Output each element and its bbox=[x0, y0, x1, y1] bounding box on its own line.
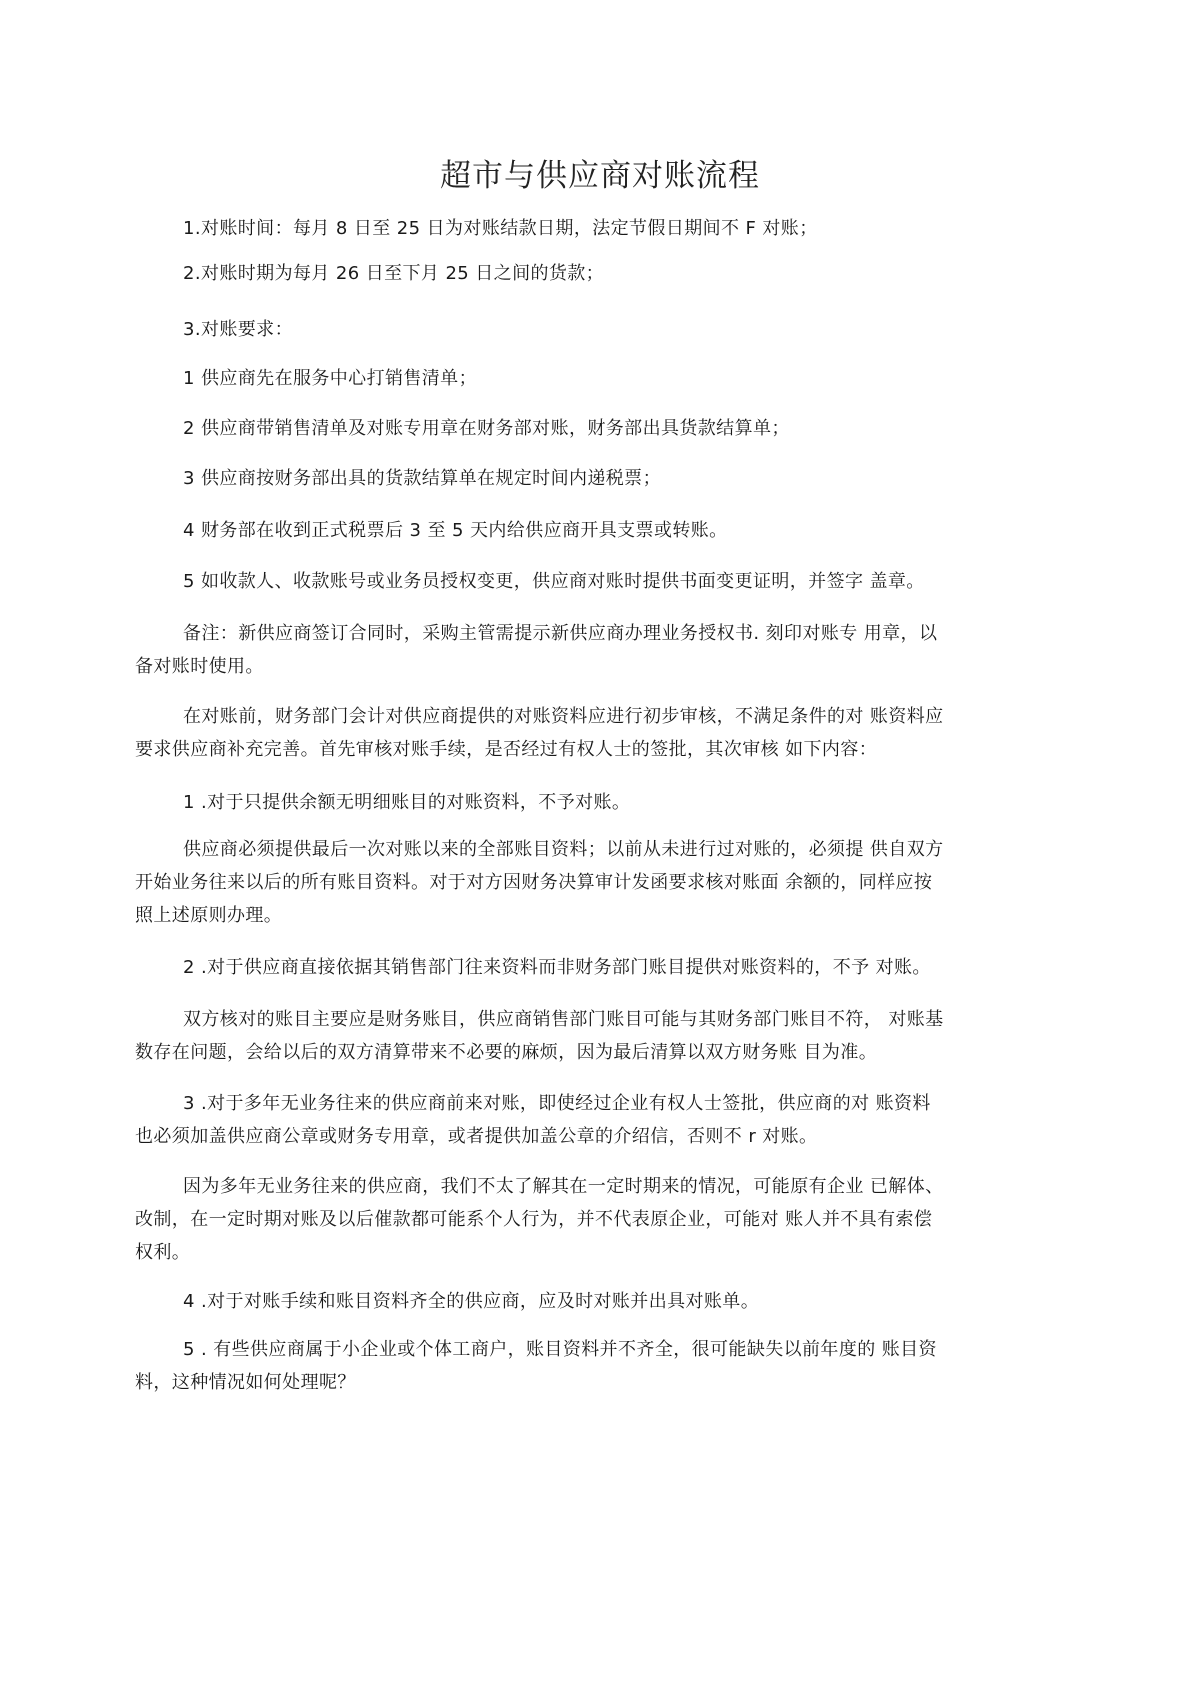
note-paragraph bbox=[135, 617, 1075, 683]
explanation-line-1: 双方核对的账目主要应是财务账目，供应商销售部门账目可能与其财务部门账目不符， 对账基 bbox=[183, 1009, 944, 1030]
schedule-item-3: 3.对账要求： bbox=[183, 319, 293, 340]
check-item-3-line-1: 3 .对于多年无业务往来的供应商前来对账，即使经过企业有权人士签批，供应商的对 账资料 bbox=[183, 1093, 931, 1114]
check-item-5 bbox=[135, 1333, 1075, 1399]
requirement-1: 1 供应商先在服务中心打销售清单； bbox=[183, 368, 477, 389]
check-item-3 bbox=[135, 1087, 1075, 1153]
requirement-3: 3 供应商按财务部出具的货款结算单在规定时间内递税票； bbox=[183, 468, 661, 489]
schedule-item-2: 2.对账时期为每月 26 日至下月 25 日之间的货款； bbox=[183, 263, 605, 284]
check-item-4: 4 .对于对账手续和账目资料齐全的供应商，应及时对账并出具对账单。 bbox=[183, 1291, 760, 1312]
intro-paragraph bbox=[135, 700, 1075, 766]
explanation-line-2: 开始业务往来以后的所有账目资料。对于对方因财务决算审计发函要求核对账面 余额的，同样应按 bbox=[135, 872, 933, 893]
page-title: 超市与供应商对账流程 bbox=[440, 158, 760, 194]
explanation-line-2: 改制，在一定时期对账及以后催款都可能系个人行为，并不代表原企业，可能对 账人并不具有索偿 bbox=[135, 1209, 933, 1230]
explanation-line-3: 权利。 bbox=[135, 1242, 191, 1263]
check-item-2: 2 .对于供应商直接依据其销售部门往来资料而非财务部门账目提供对账资料的，不予 对账。 bbox=[183, 957, 931, 978]
requirement-2: 2 供应商带销售清单及对账专用章在财务部对账，财务部出具货款结算单； bbox=[183, 418, 790, 439]
explanation-line-3: 照上述原则办理。 bbox=[135, 905, 283, 926]
requirement-5: 5 如收款人、收款账号或业务员授权变更，供应商对账时提供书面变更证明，并签字 盖章。 bbox=[183, 571, 925, 592]
schedule-item-1: 1.对账时间：每月 8 日至 25 日为对账结款日期，法定节假日期间不 F 对账； bbox=[183, 218, 818, 239]
note-line-2: 备对账时使用。 bbox=[135, 656, 264, 677]
check-item-3-line-2: 也必须加盖供应商公章或财务专用章，或者提供加盖公章的介绍信，否则不 r 对账。 bbox=[135, 1126, 818, 1147]
explanation-line-1: 供应商必须提供最后一次对账以来的全部账目资料；以前从未进行过对账的，必须提 供自双方 bbox=[183, 839, 944, 860]
explanation-line-2: 数存在问题，会给以后的双方清算带来不必要的麻烦，因为最后清算以双方财务账 目为准。 bbox=[135, 1042, 878, 1063]
check-item-5-line-1: 5 . 有些供应商属于小企业或个体工商户，账目资料并不齐全，很可能缺失以前年度的 账目资 bbox=[183, 1339, 937, 1360]
explanation-line-1: 因为多年无业务往来的供应商，我们不太了解其在一定时期来的情况，可能原有企业 已解体、 bbox=[183, 1176, 944, 1197]
intro-line-2: 要求供应商补充完善。首先审核对账手续，是否经过有权人士的签批，其次审核 如下内容： bbox=[135, 739, 878, 760]
check-item-1-explanation bbox=[135, 833, 1075, 932]
check-item-2-explanation bbox=[135, 1003, 1075, 1069]
intro-line-1: 在对账前，财务部门会计对供应商提供的对账资料应进行初步审核，不满足条件的对 账资料应 bbox=[183, 706, 944, 727]
requirement-4: 4 财务部在收到正式税票后 3 至 5 天内给供应商开具支票或转账。 bbox=[183, 520, 728, 541]
note-line-1: 备注：新供应商签订合同时，采购主管需提示新供应商办理业务授权书. 刻印对账专 用章，以 bbox=[183, 623, 938, 644]
check-item-3-explanation bbox=[135, 1170, 1075, 1269]
check-item-5-line-2: 料，这种情况如何处理呢？ bbox=[135, 1372, 356, 1393]
check-item-1: 1 .对于只提供余额无明细账目的对账资料，不予对账。 bbox=[183, 792, 631, 813]
